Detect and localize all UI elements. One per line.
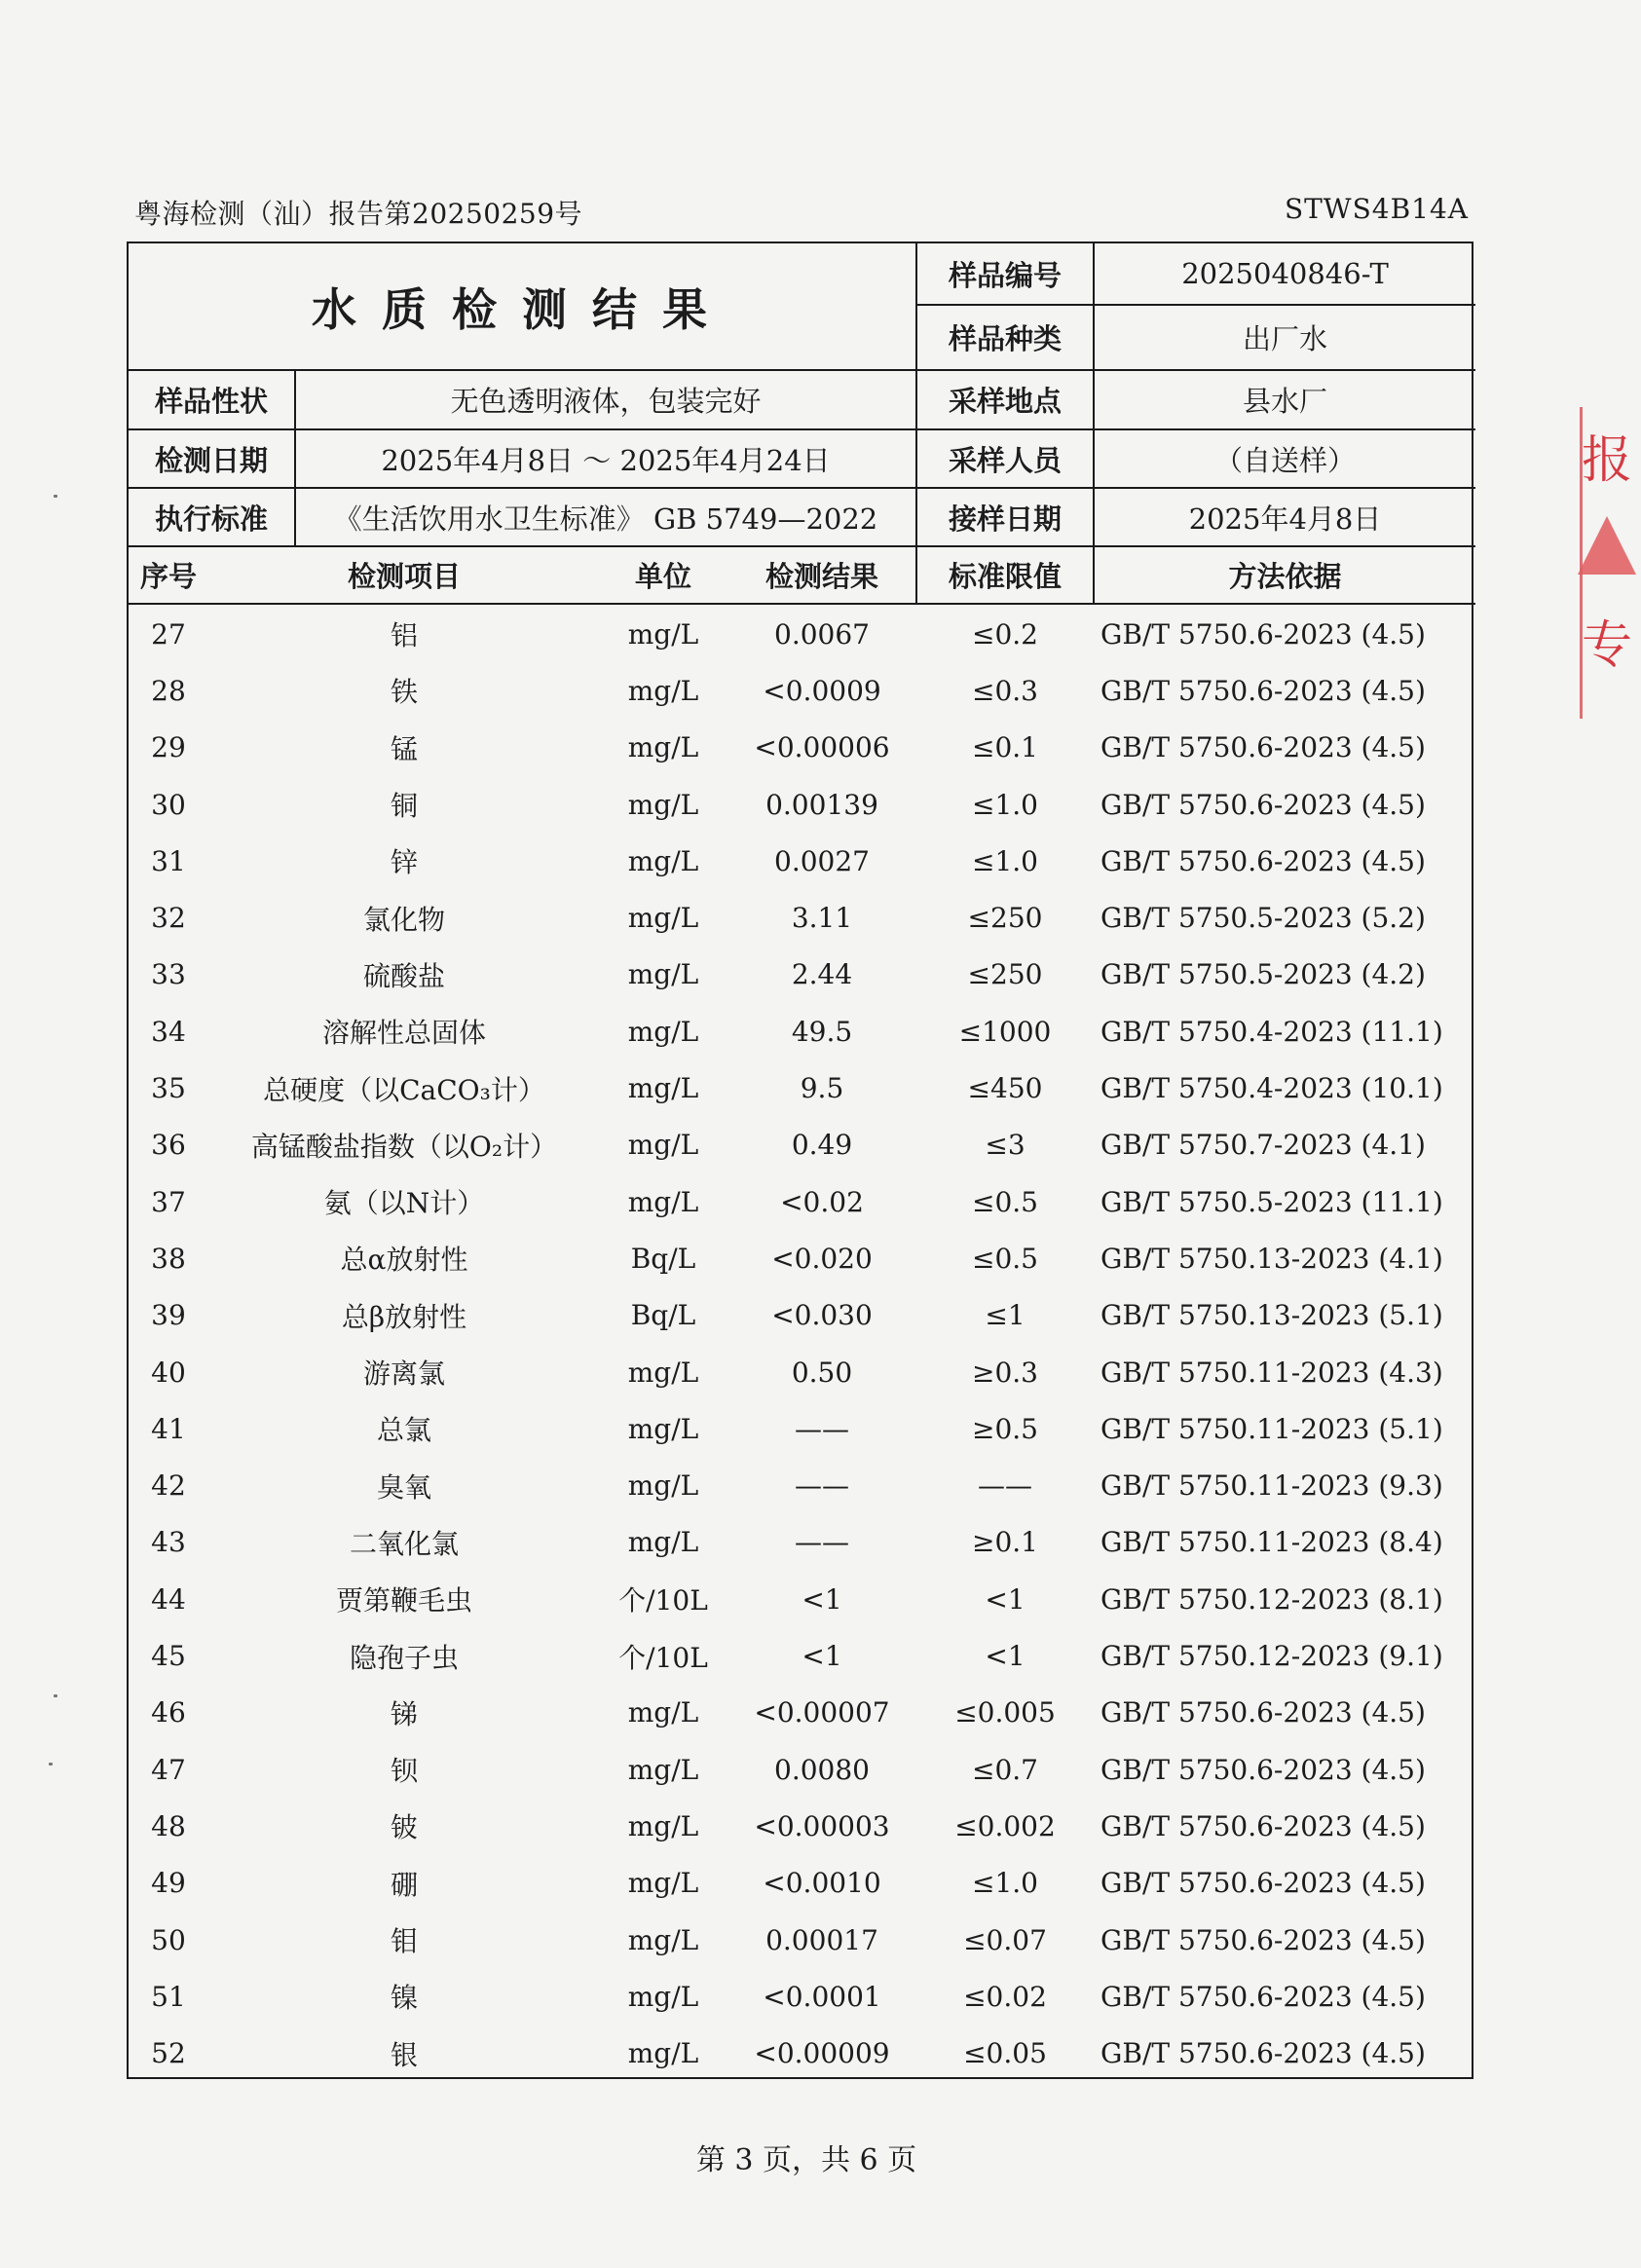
cell-method: GB/T 5750.6-2023 (4.5) — [1100, 1809, 1426, 1842]
cell-limit: ≤0.5 — [972, 1185, 1038, 1218]
cell-result: 0.49 — [791, 1129, 853, 1162]
cell-no: 27 — [151, 617, 186, 651]
cell-result: 3.11 — [791, 902, 853, 935]
cell-item: 钼 — [390, 1925, 418, 1958]
cell-limit: ≤3 — [985, 1129, 1026, 1162]
cell-limit: ≤250 — [967, 902, 1043, 935]
cell-no: 34 — [151, 1015, 186, 1048]
cell-unit: 个/10L — [618, 1584, 708, 1617]
cell-limit: ≤1.0 — [972, 1867, 1038, 1900]
cell-method: GB/T 5750.6-2023 (4.5) — [1100, 788, 1426, 821]
cell-item: 铝 — [390, 619, 418, 652]
cell-no: 50 — [151, 1923, 186, 1956]
cell-item: 隐孢子虫 — [349, 1641, 459, 1674]
cell-item: 二氧化氯 — [349, 1527, 459, 1560]
cell-method: GB/T 5750.6-2023 (4.5) — [1100, 844, 1426, 877]
cell-item: 镍 — [390, 1982, 418, 2015]
sample-state-value: 无色透明液体，包装完好 — [450, 385, 762, 418]
cell-item: 硼 — [390, 1868, 418, 1901]
cell-no: 43 — [151, 1526, 186, 1559]
cell-method: GB/T 5750.13-2023 (4.1) — [1100, 1242, 1443, 1275]
cell-method: GB/T 5750.6-2023 (4.5) — [1100, 1923, 1426, 1956]
cell-limit: ≤1.0 — [972, 844, 1038, 877]
cell-limit: ≤0.5 — [972, 1242, 1038, 1275]
cell-no: 38 — [151, 1242, 186, 1275]
cell-no: 37 — [151, 1185, 186, 1218]
cell-method: GB/T 5750.6-2023 (4.5) — [1100, 1753, 1426, 1786]
cell-limit: ≤0.7 — [972, 1753, 1038, 1786]
cell-no: 52 — [151, 2037, 186, 2070]
cell-unit: mg/L — [627, 1867, 699, 1900]
cell-result: 0.0027 — [774, 844, 870, 877]
cell-limit: ≥0.3 — [972, 1356, 1038, 1389]
cell-no: 30 — [151, 788, 186, 821]
cell-item: 铜 — [390, 790, 418, 823]
sample-type-value: 出厂水 — [1242, 322, 1327, 355]
cell-method: GB/T 5750.4-2023 (10.1) — [1100, 1072, 1443, 1105]
cell-no: 39 — [151, 1299, 186, 1332]
cell-result: —— — [795, 1412, 849, 1445]
cell-item: 总α放射性 — [340, 1244, 468, 1277]
cell-limit: <1 — [985, 1582, 1026, 1616]
cell-unit: mg/L — [627, 1526, 699, 1559]
cell-method: GB/T 5750.6-2023 (4.5) — [1100, 1980, 1426, 2013]
col-header-limit: 标准限值 — [948, 560, 1062, 593]
cell-unit: mg/L — [627, 844, 699, 877]
cell-result: —— — [795, 1526, 849, 1559]
cell-no: 47 — [151, 1753, 186, 1786]
cell-item: 总硬度（以CaCO₃计） — [263, 1073, 545, 1106]
cell-method: GB/T 5750.6-2023 (4.5) — [1100, 674, 1426, 707]
cell-no: 42 — [151, 1469, 186, 1503]
cell-item: 银 — [390, 2038, 418, 2071]
cell-unit: mg/L — [627, 1412, 699, 1445]
cell-result: <0.00003 — [754, 1809, 890, 1842]
cell-result: 2.44 — [791, 958, 853, 991]
cell-result: 0.0080 — [774, 1753, 870, 1786]
cell-no: 41 — [151, 1412, 186, 1445]
cell-item: 铁 — [390, 676, 418, 709]
scan-speck — [54, 495, 57, 498]
cell-no: 35 — [151, 1072, 186, 1105]
scan-speck — [54, 1694, 57, 1697]
cell-method: GB/T 5750.11-2023 (4.3) — [1100, 1356, 1443, 1389]
cell-unit: mg/L — [627, 1072, 699, 1105]
cell-method: GB/T 5750.11-2023 (9.3) — [1100, 1469, 1443, 1503]
cell-method: GB/T 5750.5-2023 (11.1) — [1100, 1185, 1443, 1218]
cell-item: 铍 — [390, 1811, 418, 1844]
cell-unit: mg/L — [627, 1696, 699, 1729]
cell-no: 44 — [151, 1582, 186, 1616]
test-date-value: 2025年4月8日 ～ 2025年4月24日 — [381, 443, 831, 477]
cell-result: <0.00009 — [754, 2037, 890, 2070]
col-header-method: 方法依据 — [1228, 560, 1342, 593]
cell-result: <0.00007 — [754, 1696, 890, 1729]
cell-unit: mg/L — [627, 902, 699, 935]
receive-date-label: 接样日期 — [948, 502, 1062, 536]
sampler-value: （自送样） — [1213, 443, 1356, 477]
cell-no: 51 — [151, 1980, 186, 2013]
cell-limit: ≥0.5 — [972, 1412, 1038, 1445]
cell-item: 氨（以N计） — [323, 1187, 485, 1220]
sample-type-label: 样品种类 — [948, 322, 1062, 355]
cell-limit: ≤1000 — [958, 1015, 1052, 1048]
cell-item: 总氯 — [376, 1414, 431, 1447]
cell-method: GB/T 5750.6-2023 (4.5) — [1100, 1867, 1426, 1900]
scan-speck — [49, 1763, 53, 1766]
cell-result: <1 — [802, 1640, 842, 1673]
cell-unit: 个/10L — [618, 1641, 708, 1674]
cell-result: 0.50 — [791, 1356, 853, 1389]
sample-site-label: 采样地点 — [948, 385, 1062, 418]
test-date-label: 检测日期 — [154, 443, 268, 477]
cell-item: 臭氧 — [376, 1470, 431, 1504]
cell-no: 40 — [151, 1356, 186, 1389]
cell-limit: <1 — [985, 1640, 1026, 1673]
col-header-item: 检测项目 — [347, 560, 461, 593]
cell-unit: mg/L — [627, 958, 699, 991]
cell-item: 锑 — [390, 1697, 418, 1730]
cell-unit: Bq/L — [630, 1299, 696, 1332]
cell-item: 锰 — [390, 732, 418, 765]
cell-unit: mg/L — [627, 617, 699, 651]
stamp-star-icon — [1578, 516, 1636, 575]
cell-method: GB/T 5750.5-2023 (5.2) — [1100, 902, 1426, 935]
cell-unit: mg/L — [627, 1015, 699, 1048]
cell-item: 高锰酸盐指数（以O₂计） — [250, 1130, 558, 1163]
cell-no: 28 — [151, 674, 186, 707]
cell-unit: mg/L — [627, 1923, 699, 1956]
cell-result: <0.0001 — [763, 1980, 881, 2013]
cell-method: GB/T 5750.6-2023 (4.5) — [1100, 731, 1426, 764]
report-number: 粤海检测（汕）报告第20250259号 — [134, 198, 583, 230]
cell-result: <0.00006 — [754, 731, 890, 764]
col-header-unit: 单位 — [634, 560, 691, 593]
cell-result: <0.030 — [771, 1299, 873, 1332]
stamp-glyph-top: 报 — [1582, 431, 1633, 490]
cell-item: 溶解性总固体 — [321, 1017, 486, 1050]
cell-unit: mg/L — [627, 731, 699, 764]
cell-item: 总β放射性 — [341, 1300, 467, 1333]
col-header-result: 检测结果 — [765, 560, 878, 593]
results-table — [127, 242, 1473, 2079]
page-title: 水质检测结果 — [312, 282, 732, 336]
sample-no-label: 样品编号 — [948, 258, 1062, 292]
cell-result: 0.00017 — [765, 1923, 878, 1956]
cell-result: <0.0010 — [763, 1867, 881, 1900]
cell-item: 钡 — [390, 1755, 418, 1788]
cell-result: 9.5 — [800, 1072, 844, 1105]
cell-limit: ≤0.07 — [963, 1923, 1047, 1956]
sampler-label: 采样人员 — [948, 443, 1062, 477]
cell-limit: ≤0.2 — [972, 617, 1038, 651]
cell-method: GB/T 5750.6-2023 (4.5) — [1100, 2037, 1426, 2070]
cell-no: 31 — [151, 844, 186, 877]
receive-date-value: 2025年4月8日 — [1188, 502, 1382, 536]
cell-unit: mg/L — [627, 1469, 699, 1503]
cell-method: GB/T 5750.6-2023 (4.5) — [1100, 617, 1426, 651]
cell-result: 49.5 — [791, 1015, 853, 1048]
cell-limit: ≤0.02 — [963, 1980, 1047, 2013]
cell-limit: ≤0.3 — [972, 674, 1038, 707]
cell-limit: ≤0.005 — [954, 1696, 1056, 1729]
cell-limit: ≤250 — [967, 958, 1043, 991]
cell-no: 29 — [151, 731, 186, 764]
sample-no-value: 2025040846-T — [1181, 257, 1389, 290]
cell-no: 32 — [151, 902, 186, 935]
cell-limit: ≥0.1 — [972, 1526, 1038, 1559]
sample-state-label: 样品性状 — [154, 385, 268, 418]
sample-site-value: 县水厂 — [1242, 385, 1327, 418]
col-header-no: 序号 — [139, 560, 197, 593]
cell-item: 锌 — [390, 846, 418, 879]
cell-result: 0.0067 — [774, 617, 870, 651]
cell-limit: —— — [978, 1469, 1032, 1503]
cell-method: GB/T 5750.11-2023 (5.1) — [1100, 1412, 1443, 1445]
cell-method: GB/T 5750.13-2023 (5.1) — [1100, 1299, 1443, 1332]
cell-result: <0.020 — [771, 1242, 873, 1275]
cell-item: 游离氯 — [362, 1357, 445, 1391]
document-code: STWS4B14A — [1284, 193, 1469, 225]
cell-method: GB/T 5750.7-2023 (4.1) — [1100, 1129, 1426, 1162]
cell-no: 33 — [151, 958, 186, 991]
cell-item: 硫酸盐 — [362, 959, 445, 992]
cell-unit: mg/L — [627, 788, 699, 821]
cell-limit: ≤450 — [967, 1072, 1043, 1105]
cell-limit: ≤1 — [985, 1299, 1026, 1332]
cell-unit: mg/L — [627, 674, 699, 707]
cell-method: GB/T 5750.12-2023 (8.1) — [1100, 1582, 1443, 1616]
cell-unit: mg/L — [627, 1185, 699, 1218]
cell-no: 36 — [151, 1129, 186, 1162]
cell-method: GB/T 5750.6-2023 (4.5) — [1100, 1696, 1426, 1729]
cell-no: 46 — [151, 1696, 186, 1729]
cell-unit: mg/L — [627, 1753, 699, 1786]
cell-unit: mg/L — [627, 1356, 699, 1389]
cell-limit: ≤0.05 — [963, 2037, 1047, 2070]
cell-method: GB/T 5750.11-2023 (8.4) — [1100, 1526, 1443, 1559]
cell-no: 49 — [151, 1867, 186, 1900]
cell-limit: ≤1.0 — [972, 788, 1038, 821]
cell-limit: ≤0.002 — [954, 1809, 1056, 1842]
cell-method: GB/T 5750.4-2023 (11.1) — [1100, 1015, 1443, 1048]
standard-value: 《生活饮用水卫生标准》 GB 5749—2022 — [333, 502, 878, 536]
cell-result: 0.00139 — [765, 788, 878, 821]
cell-item: 氯化物 — [362, 903, 445, 936]
cell-item: 贾第鞭毛虫 — [335, 1584, 472, 1617]
cell-method: GB/T 5750.5-2023 (4.2) — [1100, 958, 1426, 991]
cell-result: <1 — [802, 1582, 842, 1616]
standard-label: 执行标准 — [154, 502, 268, 536]
cell-unit: mg/L — [627, 1809, 699, 1842]
page-number: 第 3 页，共 6 页 — [695, 2143, 917, 2177]
cell-method: GB/T 5750.12-2023 (9.1) — [1100, 1640, 1443, 1673]
cell-no: 45 — [151, 1640, 186, 1673]
cell-unit: mg/L — [627, 1980, 699, 2013]
stamp-glyph-bottom: 专 — [1582, 616, 1633, 675]
cell-unit: Bq/L — [630, 1242, 696, 1275]
cell-result: <0.0009 — [763, 674, 881, 707]
cell-result: <0.02 — [780, 1185, 864, 1218]
cell-unit: mg/L — [627, 2037, 699, 2070]
cell-no: 48 — [151, 1809, 186, 1842]
cell-result: —— — [795, 1469, 849, 1503]
cell-limit: ≤0.1 — [972, 731, 1038, 764]
cell-unit: mg/L — [627, 1129, 699, 1162]
